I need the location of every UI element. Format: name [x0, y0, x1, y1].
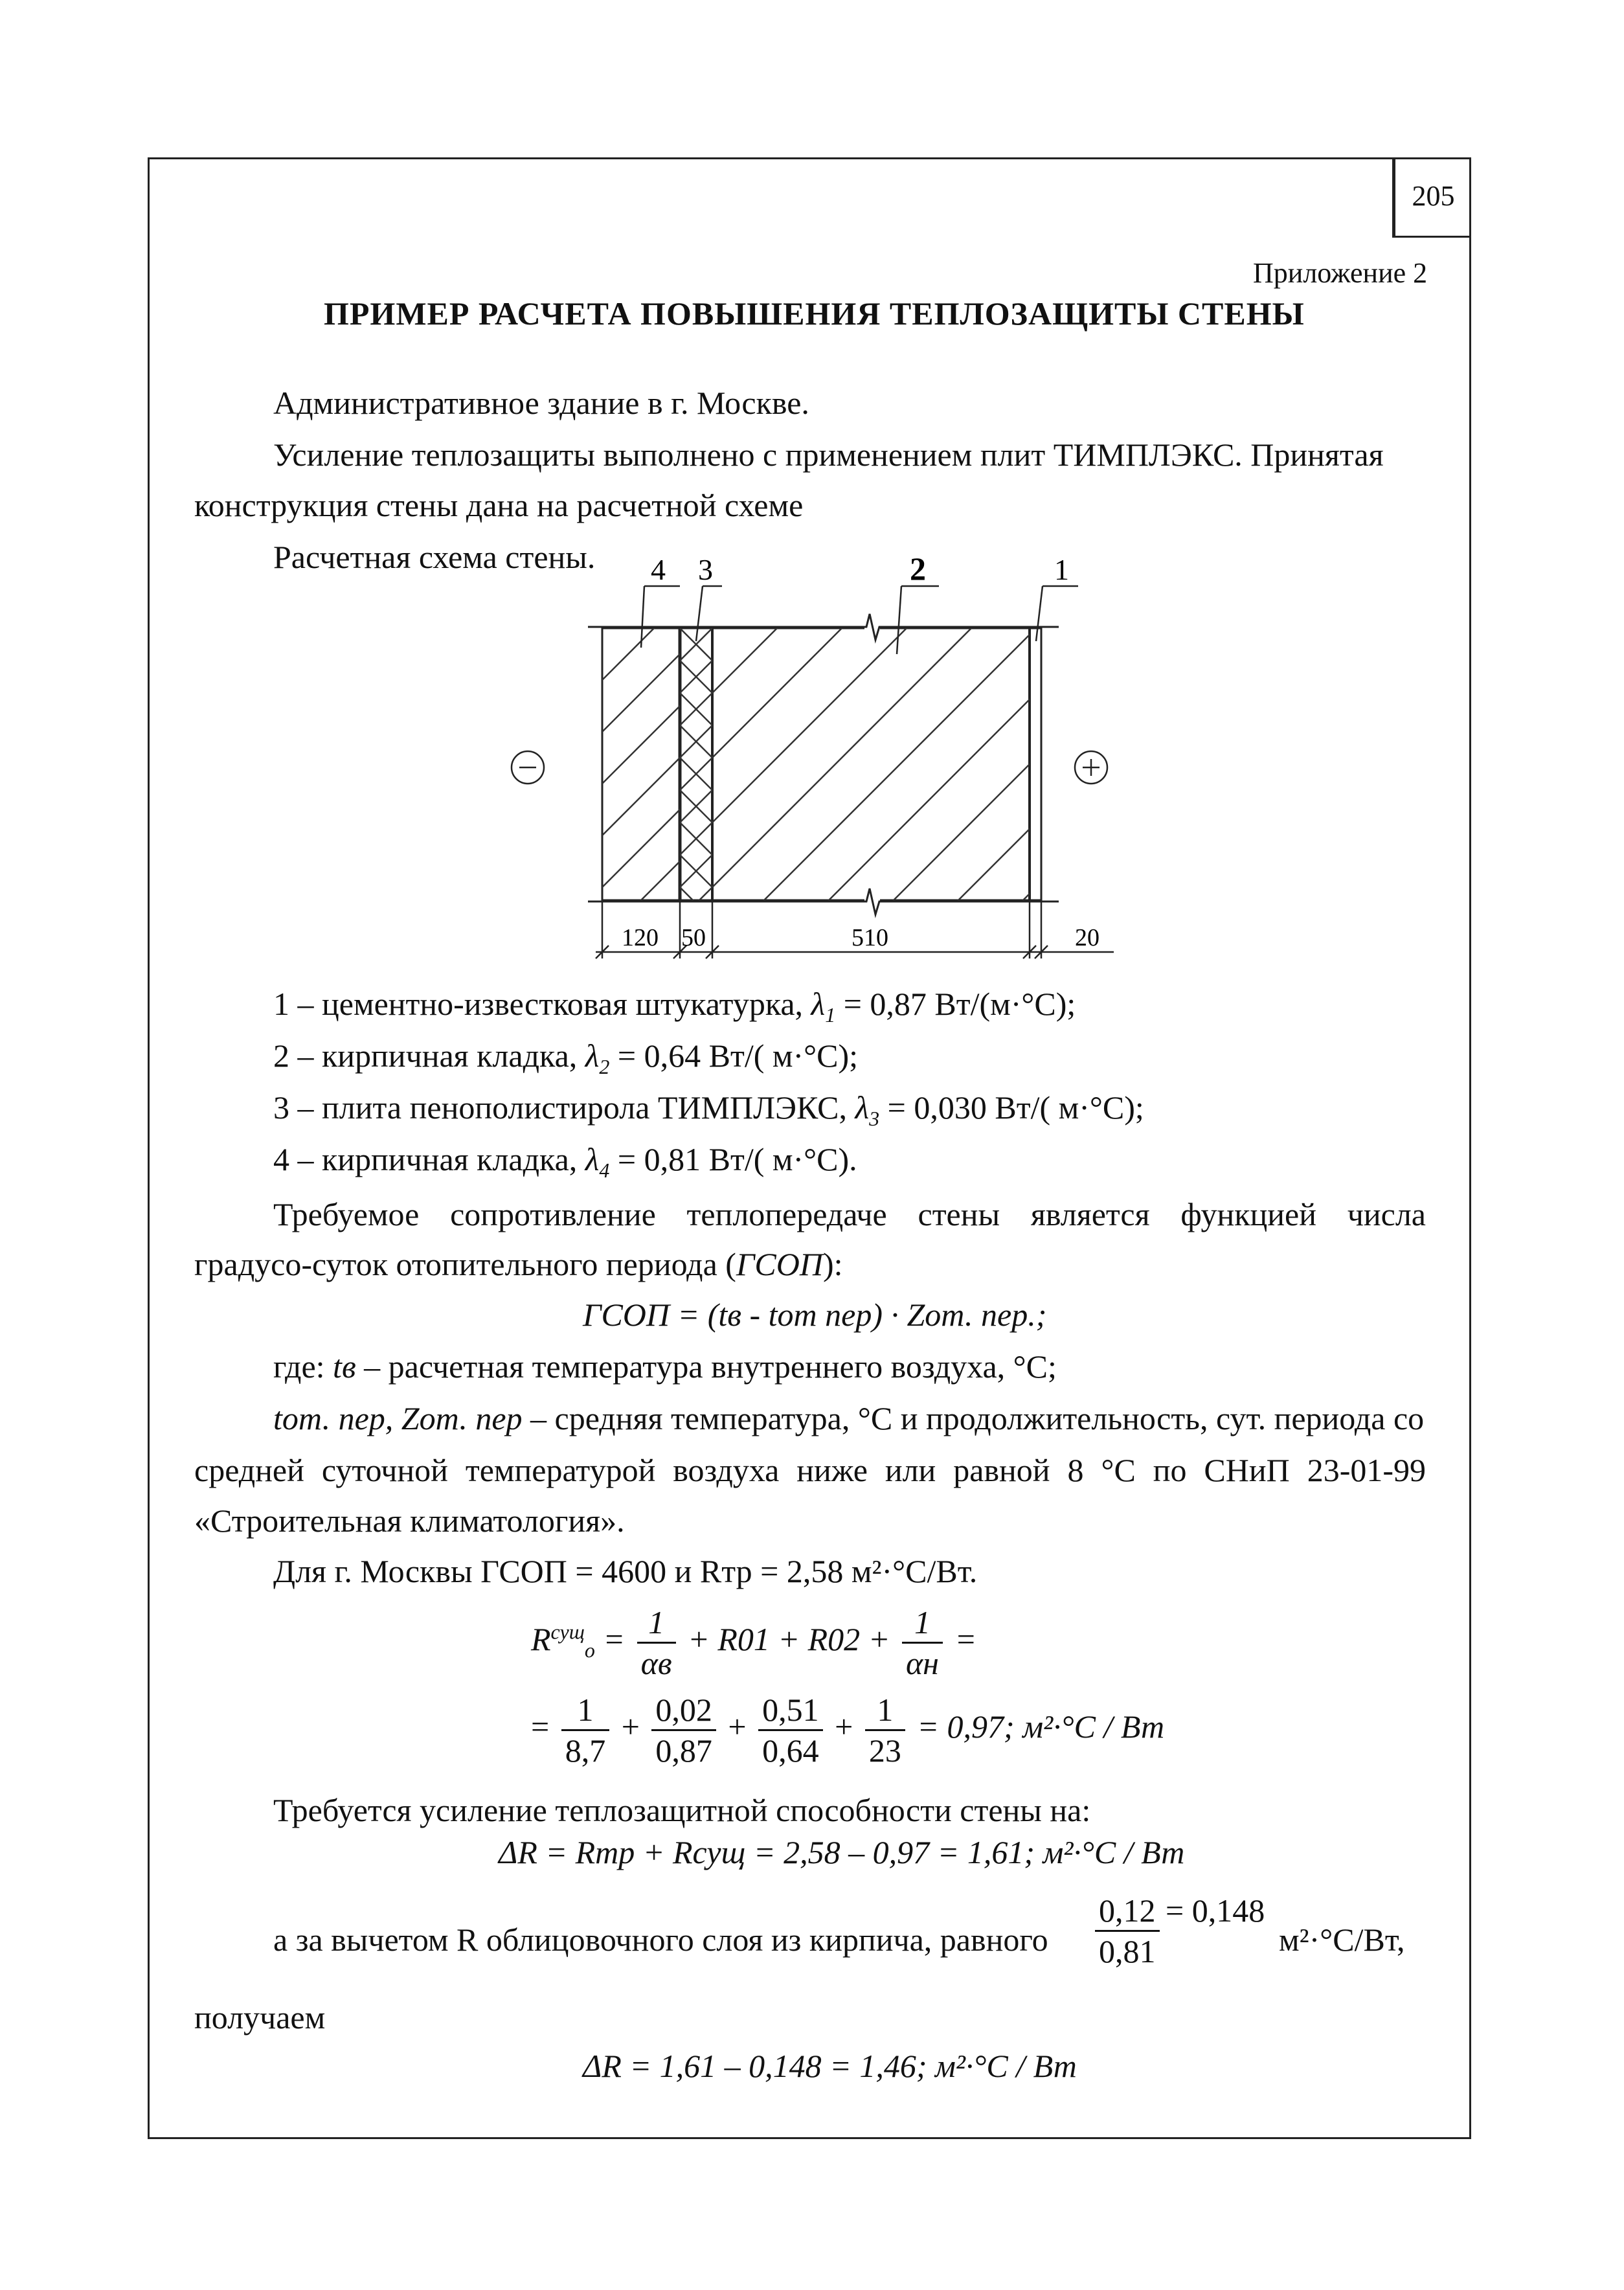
period-line: tот. пер, Zот. пер – средняя температура, °С и продолжительность, сут. периода со: [273, 1400, 1425, 1436]
facing-text: а за вычетом R облицовочного слоя из кирпича, равного: [273, 1922, 1048, 1958]
requirement-line-b: градусо-суток отопительного периода (ГСОП):: [194, 1246, 843, 1282]
callout-1: 1: [1054, 553, 1069, 586]
page-title: ПРИМЕР РАСЧЕТА ПОВЫШЕНИЯ ТЕПЛОЗАЩИТЫ СТЕНЫ: [324, 295, 1305, 332]
page-number: 205: [1392, 157, 1471, 238]
wall-diagram: [492, 544, 1159, 971]
layer-3: 3 – плита пенополистирола ТИМПЛЭКС, $\lambda_3 = 0,030$ Вт/( м·°С);: [273, 1089, 1144, 1130]
final-formula: ΔR = 1,61 – 0,148 = 1,46; м²·°С / Вт: [583, 2048, 1077, 2084]
facing-unit: м²·°С/Вт,: [1279, 1922, 1405, 1958]
appendix-label: Приложение 2: [1253, 257, 1428, 289]
receive-label: получаем: [194, 1999, 326, 2035]
scheme-label: Расчетная схема стены.: [273, 539, 596, 575]
callout-4: 4: [651, 553, 666, 586]
dim-120: 120: [622, 924, 659, 951]
callout-3: 3: [698, 553, 713, 586]
intro-line-2a: Усиление теплозащиты выполнено с применением плит ТИМПЛЭКС. Принятая: [273, 436, 1384, 473]
increase-text: Требуется усиление теплозащитной способности стены на:: [273, 1792, 1091, 1828]
layer-2: 2 – кирпичная кладка, $\lambda_2 = 0,64$ Вт/( м·°С);: [273, 1037, 859, 1078]
where-line: где: tв – расчетная температура внутреннего воздуха, °С;: [273, 1348, 1057, 1385]
callout-2: 2: [910, 550, 926, 587]
facing-fraction: $\frac{0,12}{0,81}$: [1091, 1891, 1164, 1971]
intro-line-1: Административное здание в г. Москве.: [273, 385, 809, 421]
increase-formula: ΔR = Rтр + Rсущ = 2,58 – 0,97 = 1,61; м²·°С / Вт: [499, 1834, 1185, 1870]
dim-510: 510: [851, 924, 888, 951]
moscow-line: Для г. Москвы ГСОП = 4600 и Rтр = 2,58 м²·°С/Вт.: [273, 1553, 978, 1589]
period-line-c: «Строительная климатология».: [194, 1502, 625, 1539]
facing-result: = 0,148: [1166, 1892, 1265, 1929]
layer-4: 4 – кирпичная кладка, $\lambda_4 = 0,81$ Вт/( м·°С).: [273, 1141, 857, 1182]
dim-50: 50: [681, 924, 706, 951]
dim-20: 20: [1075, 924, 1100, 951]
layer-1: 1 – цементно-известковая штукатурка, $\lambda_1 = 0,87$ Вт/(м·°С);: [273, 986, 1076, 1026]
intro-line-2b: конструкция стены дана на расчетной схеме: [194, 487, 804, 523]
resistance-formula-2: = $\frac{1}{8,7}$ + $\frac{0,02}{0,87}$ + $\frac{0,51}{0,64}$ + $\frac{1}{23}$ = 0,97; м²·°С / Вт: [531, 1692, 1165, 1769]
gsop-formula: ГСОП = (tв - tот пер) · Zот. пер.;: [583, 1297, 1047, 1333]
requirement-line-a: Требуемое сопротивление теплопередаче стены является функцией числа: [273, 1196, 1426, 1232]
period-line-b: средней суточной температурой воздуха ниже или равной 8 °С по СНиП 23-01-99: [194, 1452, 1426, 1488]
resistance-formula-1: $R^{сущ}_о$ = $\frac{1}{\alpha в}$ + R01 + R02 + $\frac{1}{\alpha н}$ =: [531, 1604, 977, 1681]
